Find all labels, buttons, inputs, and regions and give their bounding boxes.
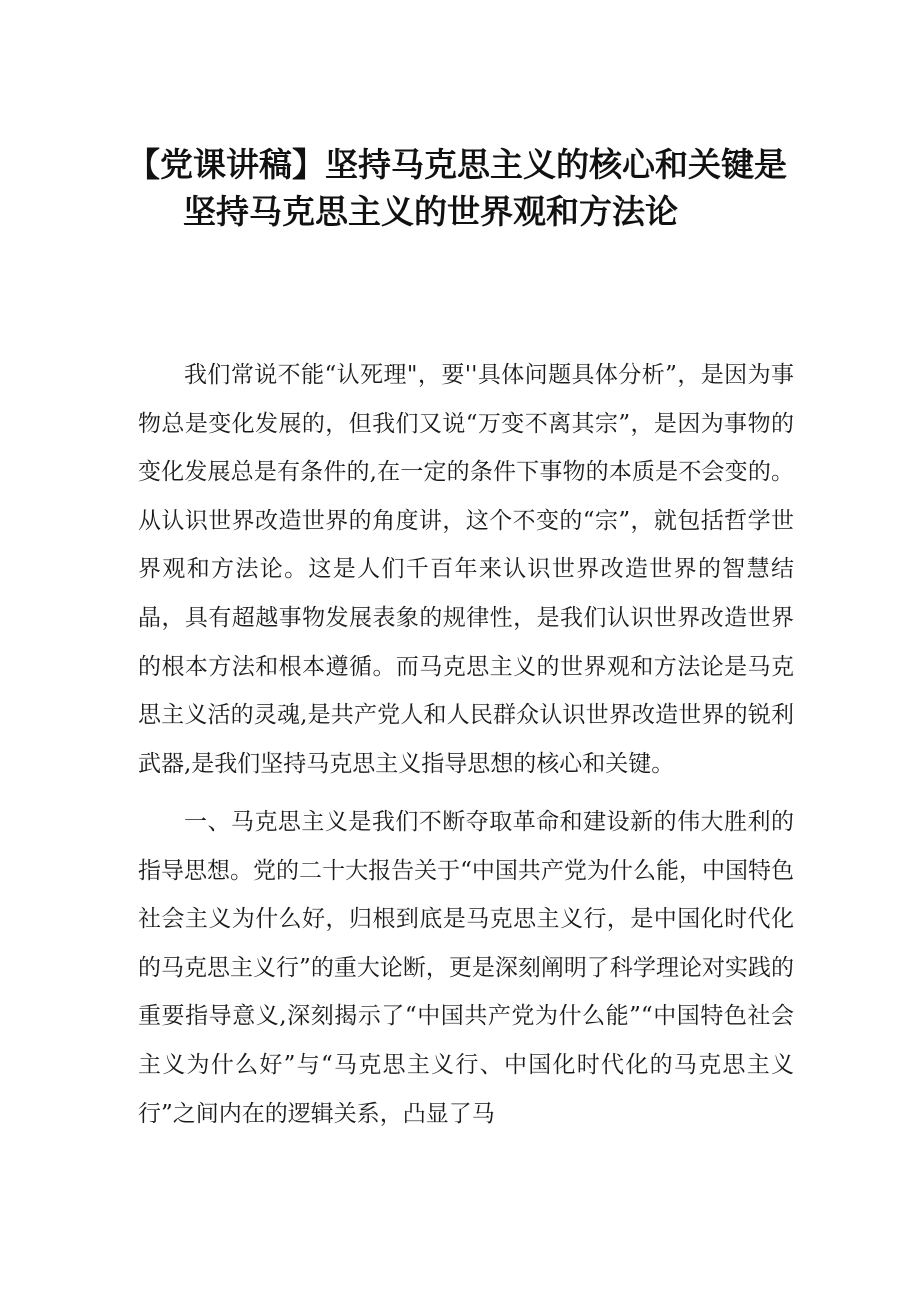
body-paragraph-2: 一、马克思主义是我们不断夺取革命和建设新的伟大胜利的指导思想。党的二十大报告关于“中国共产党为什么能，中国特色社会主义为什么好，归根到底是马克思主义行，是中国化时代化的马克思主义行”的重大论断，更是深刻阐明了科学理论对实践的重要指导意义,深刻揭示了“中国共产党为什么能”“中国特色社会主义为什么好”与“马克思主义行、中国化时代化的马克思主义行”之间内在的逻辑关系，凸显了马 (138, 809, 794, 1127)
document-title-line-2: 坚持马克思主义的世界观和方法论 (183, 192, 678, 231)
body-paragraph-block-1 (138, 351, 794, 788)
body-paragraph-1: 我们常说不能“认死理"，要''具体问题具体分析”，是因为事物总是变化发展的，但我们又说“万变不离其宗”，是因为事物的变化发展总是有条件的,在一定的条件下事物的本质是不会变的。从认识世界改造世界的角度讲，这个不变的“宗”，就包括哲学世界观和方法论。这是人们千百年来认识世界改造世界的智慧结晶，具有超越事物发展表象的规律性，是我们认识世界改造世界的根本方法和根本遵循。而马克思主义的世界观和方法论是马克思主义活的灵魂,是共产党人和人民群众认识世界改造世界的锐利武器,是我们坚持马克思主义指导思想的核心和关键。 (138, 362, 794, 777)
body-paragraph-block-2 (138, 798, 794, 1138)
document-title-line-1: 【党课讲稿】坚持马克思主义的核心和关键是 (127, 145, 787, 184)
